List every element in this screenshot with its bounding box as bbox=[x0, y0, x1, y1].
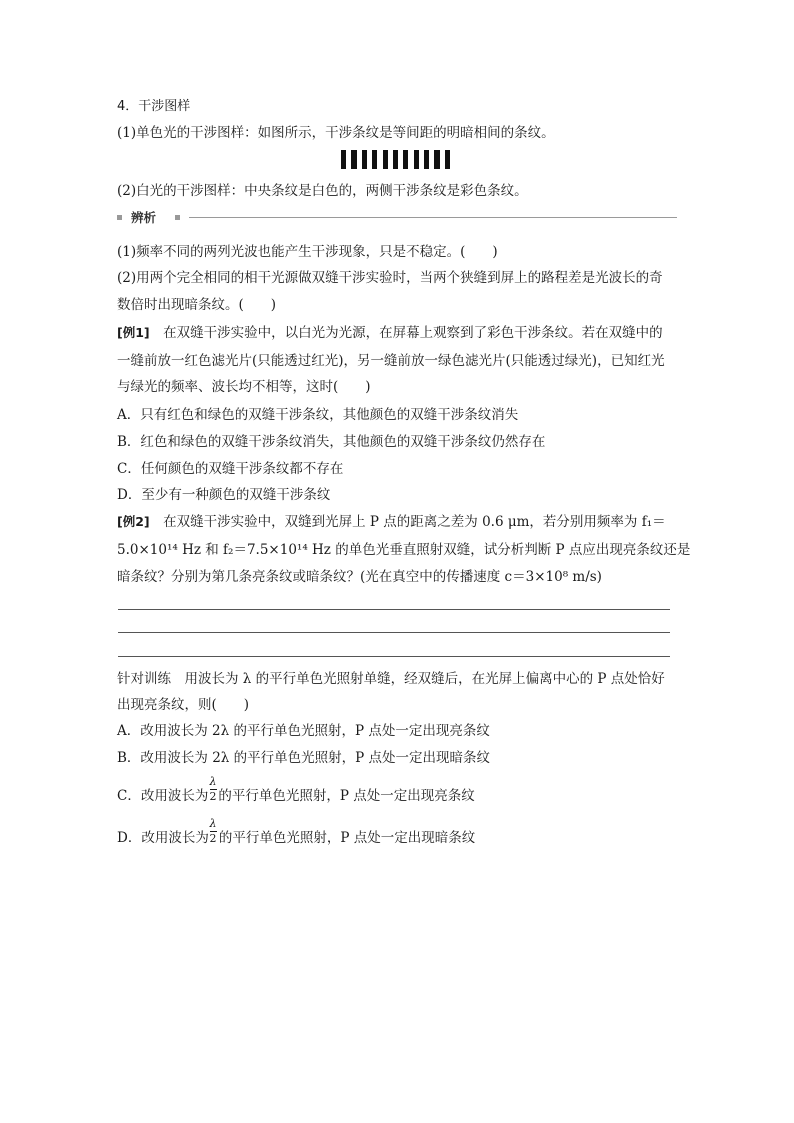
answer-line bbox=[118, 609, 670, 610]
example2-text: 在双缝干涉实验中，双缝到光屏上 P 点的距离之差为 0.6 μm，若分别用频率为 f₁＝ bbox=[149, 514, 666, 530]
example1-option-b: B．红色和绿色的双缝干涉条纹消失，其他颜色的双缝干涉条纹仍然存在 bbox=[117, 434, 546, 450]
bianxi-section-bar bbox=[117, 211, 677, 225]
option-c-suffix: 的平行单色光照射，P 点处一定出现亮条纹 bbox=[218, 788, 475, 804]
practice-option-b: B．改用波长为 2λ 的平行单色光照射，P 点处一定出现暗条纹 bbox=[117, 750, 491, 766]
divider bbox=[189, 217, 677, 218]
example1-line1 bbox=[117, 323, 663, 343]
example2-line2: 5.0×10¹⁴ Hz 和 f₂＝7.5×10¹⁴ Hz 的单色光垂直照射双缝，试分析判断 P 点应出现亮条纹还是 bbox=[117, 542, 691, 558]
practice-option-d bbox=[117, 828, 475, 848]
fraction-denominator: 2 bbox=[209, 832, 217, 845]
bianxi-question-2-line1: (2)用两个完全相同的相干光源做双缝干涉实验时，当两个狭缝到屏上的路程差是光波长的奇 bbox=[117, 270, 663, 286]
option-d-prefix: D．改用波长为 bbox=[117, 830, 209, 846]
answer-line bbox=[118, 632, 670, 633]
square-marker-icon bbox=[175, 215, 180, 220]
example1-option-c: C．任何颜色的双缝干涉条纹都不存在 bbox=[117, 461, 344, 477]
example1-text: 在双缝干涉实验中，以白光为光源，在屏幕上观察到了彩色干涉条纹。若在双缝中的 bbox=[149, 325, 663, 341]
practice-line2: 出现亮条纹，则( ) bbox=[117, 697, 250, 713]
option-d-suffix: 的平行单色光照射，P 点处一定出现暗条纹 bbox=[218, 830, 476, 846]
bianxi-question-2-line2: 数倍时出现暗条纹。( ) bbox=[117, 297, 277, 313]
paragraph-monochromatic: (1)单色光的干涉图样：如图所示，干涉条纹是等间距的明暗相间的条纹。 bbox=[117, 125, 555, 141]
paragraph-white-light: (2)白光的干涉图样：中央条纹是白色的，两侧干涉条纹是彩色条纹。 bbox=[117, 183, 528, 199]
fraction-numerator: λ bbox=[209, 817, 217, 830]
practice-option-c bbox=[117, 786, 475, 806]
example1-option-d: D．至少有一种颜色的双缝干涉条纹 bbox=[117, 487, 331, 503]
practice-option-a: A．改用波长为 2λ 的平行单色光照射，P 点处一定出现亮条纹 bbox=[117, 723, 490, 739]
fraction-numerator: λ bbox=[209, 775, 217, 788]
answer-line bbox=[118, 656, 670, 657]
example1-line2: 一缝前放一红色滤光片(只能透过红光)，另一缝前放一绿色滤光片(只能透过绿光)，已知红光 bbox=[117, 353, 665, 369]
example2-tag: [例2] bbox=[117, 514, 150, 529]
bianxi-question-1: (1)频率不同的两列光波也能产生干涉现象，只是不稳定。( ) bbox=[117, 244, 498, 260]
practice-line1: 针对训练 用波长为 λ 的平行单色光照射单缝，经双缝后，在光屏上偏离中心的 P 点处恰好 bbox=[117, 671, 665, 687]
fraction-denominator: 2 bbox=[209, 790, 217, 803]
interference-pattern-figure bbox=[341, 150, 450, 169]
example1-line3: 与绿光的频率、波长均不相等，这时( ) bbox=[117, 379, 371, 395]
option-c-prefix: C．改用波长为 bbox=[117, 788, 209, 804]
example1-tag: [例1] bbox=[117, 325, 150, 340]
square-marker-icon bbox=[117, 215, 122, 220]
example2-line3: 暗条纹？分别为第几条亮条纹或暗条纹？(光在真空中的传播速度 c＝3×10⁸ m/s) bbox=[117, 569, 602, 585]
bianxi-label: 辨析 bbox=[131, 210, 157, 225]
example1-option-a: A．只有红色和绿色的双缝干涉条纹，其他颜色的双缝干涉条纹消失 bbox=[117, 407, 519, 423]
section-heading: 4．干涉图样 bbox=[117, 99, 191, 114]
example2-line1 bbox=[117, 512, 666, 532]
